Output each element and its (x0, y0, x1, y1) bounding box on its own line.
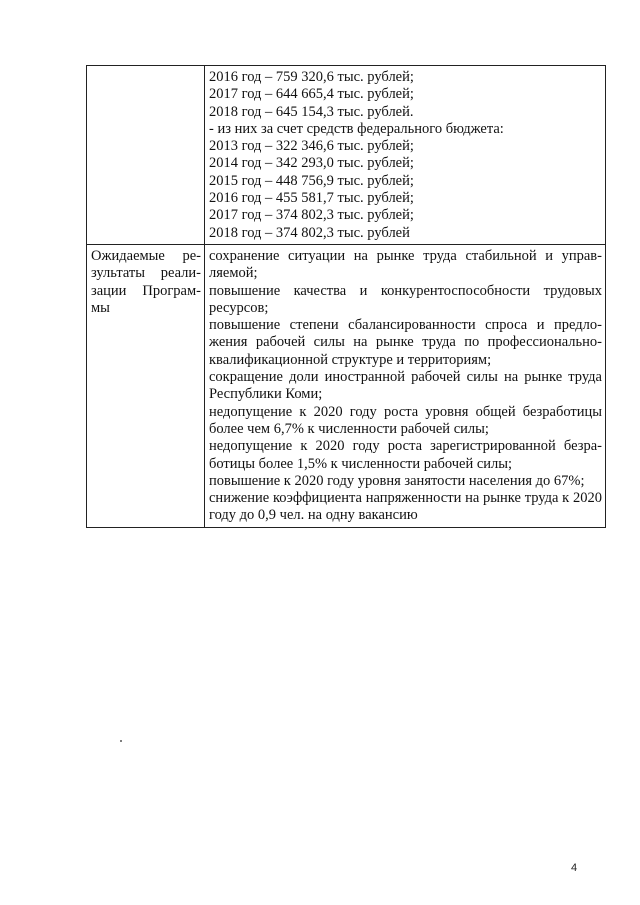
funding-line: 2018 год – 645 154,3 тыс. рублей. (209, 103, 414, 120)
program-table (86, 65, 606, 528)
result-item: повышение к 2020 году уровня занятости населения до 67%; (209, 472, 585, 489)
result-item: недопущение к 2020 году роста уровня общей безработицы более чем 6,7% к численности рабочей силы; (209, 403, 602, 437)
funding-line: 2015 год – 448 756,9 тыс. рублей; (209, 172, 414, 189)
funding-line: 2017 год – 374 802,3 тыс. рублей; (209, 207, 414, 224)
result-item: недопущение к 2020 году роста зарегистрированной безработицы более 1,5% к численности рабочей силы; (209, 438, 602, 472)
parameter-cell (87, 66, 205, 245)
funding-line: 2018 год – 374 802,3 тыс. рублей (209, 224, 410, 241)
funding-line: 2016 год – 759 320,6 тыс. рублей; (209, 69, 414, 85)
page-number: 4 (571, 862, 578, 874)
value-cell (205, 66, 606, 245)
expected-results-label: Ожидаемые ре-зультаты реали-зации Програм-мы (91, 247, 201, 316)
funding-line: 2016 год – 455 581,7 тыс. рублей; (209, 190, 414, 207)
scan-speck (120, 740, 122, 742)
result-item: снижение коэффициента напряженности на рынке труда к 2020 году до 0,9 чел. на одну вакансию (209, 490, 602, 524)
result-item: сокращение доли иностранной рабочей силы на рынке труда Республики Коми; (209, 369, 602, 403)
funding-subheading: - из них за счет средств федерального бюджета: (209, 120, 504, 137)
result-item: повышение качества и конкурентоспособности трудовых ресурсов; (209, 282, 602, 316)
funding-line: 2014 год – 342 293,0 тыс. рублей; (209, 155, 414, 172)
parameter-cell (87, 244, 205, 527)
funding-line: 2013 год – 322 346,6 тыс. рублей; (209, 138, 414, 155)
result-item: сохранение ситуации на рынке труда стабильной и управляемой; (209, 247, 602, 282)
value-cell (205, 244, 606, 527)
table-row (87, 244, 606, 527)
table-row (87, 66, 606, 245)
funding-line: 2017 год – 644 665,4 тыс. рублей; (209, 86, 414, 103)
result-item: повышение степени сбалансированности спроса и предложения рабочей силы на рынке труда по профессионально-квалификационной структуре и территориям; (209, 317, 602, 368)
